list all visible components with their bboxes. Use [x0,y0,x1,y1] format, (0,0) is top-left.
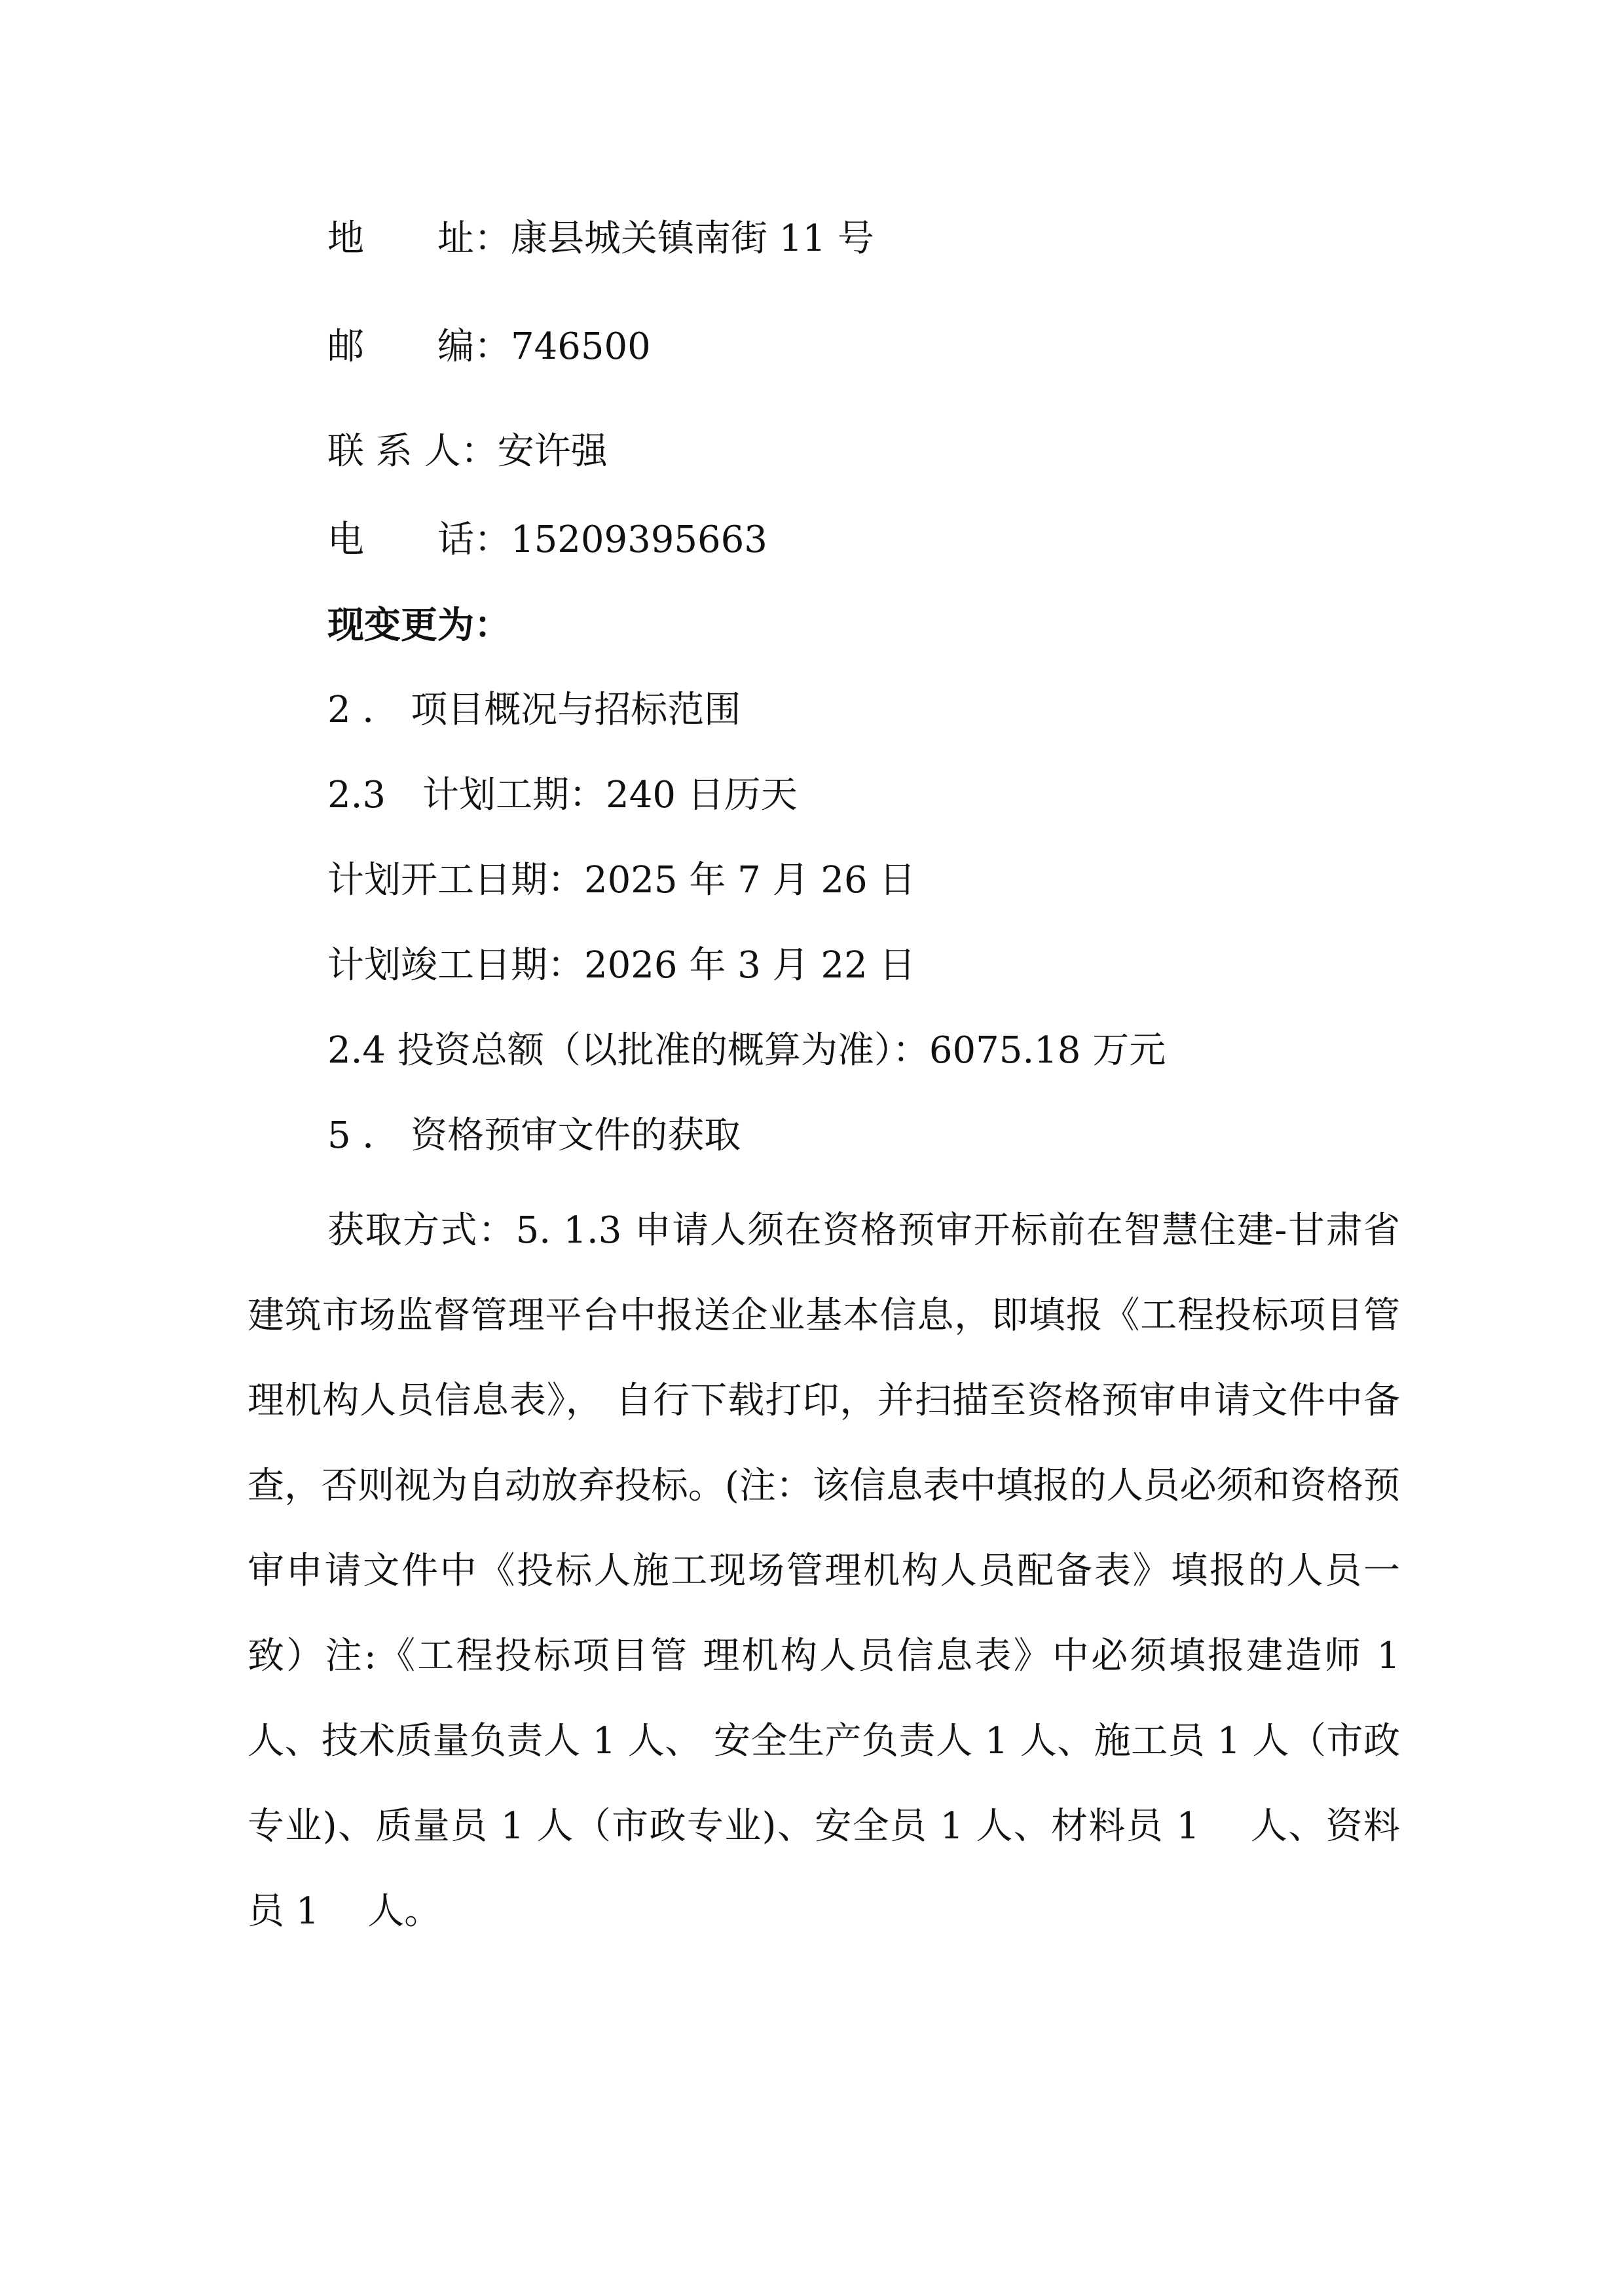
postcode-line: 邮 编：746500 [327,325,651,368]
section-2-title: 2 ． 项目概况与招标范围 [327,689,741,731]
section-5-title: 5 ． 资格预审文件的获取 [327,1114,741,1157]
planned-start-date: 计划开工日期：2025 年 7 月 26 日 [327,859,916,902]
change-heading: 现变更为： [327,604,511,647]
address-line: 地 址：康县城关镇南街 11 号 [327,217,874,260]
planned-end-date: 计划竣工日期：2026 年 3 月 22 日 [327,944,916,987]
planned-duration: 2.3 计划工期：240 日历天 [327,774,798,816]
phone-line: 电 话：15209395663 [327,519,767,561]
acquisition-method-paragraph: 获取方式：5. 1.3 申请人须在资格预审开标前在智慧住建-甘肃省建筑市场监督管理平台中报送企业基本信息，即填报《工程投标项目管理机构人员信息表》， 自行下载打印，并扫描至资格预审申请文件中备查，否则视为自动放弃投标。(注：该信息表中填报的人员必须和资格预审申请文件中《投标人施工现场管理机构人员配备表》填报的人员一致）注:《工程投标项目管 理机构人员信息表》中必须填报建造师 1 人、技术质量负责人 1 人、 安全生产负责人 1 人、施工员 1 人（市政专业)、质量员 1 人（市政专业)、安全员 1 人、材料员 1 人、资料员 1 人。 [248,1209,1400,1933]
total-investment: 2.4 投资总额（以批准的概算为准）：6075.18 万元 [327,1029,1166,1072]
contact-person-line: 联 系 人：安许强 [327,430,608,473]
